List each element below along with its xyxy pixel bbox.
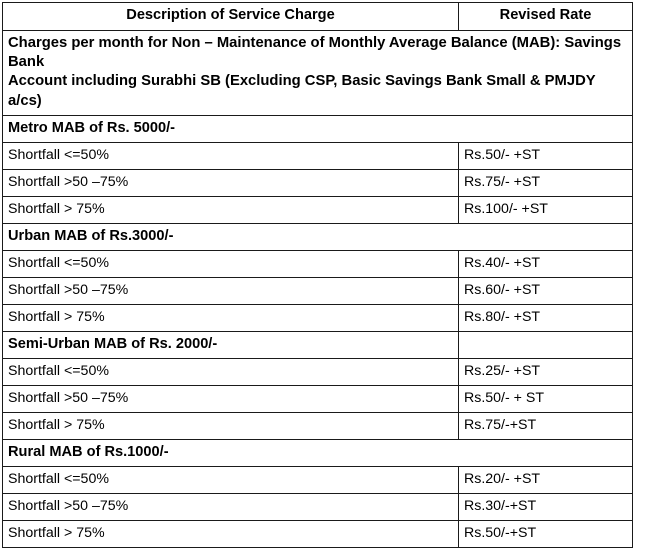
intro-note-cell [3,31,633,116]
section-header-row-rural [3,439,633,466]
table-header-row [3,3,633,31]
section-title-urban: Urban MAB of Rs.3000/- [3,223,633,250]
section-title-semi-urban: Semi-Urban MAB of Rs. 2000/- [3,331,459,358]
row-description: Shortfall >50 –75% [3,277,459,304]
section-title-rural: Rural MAB of Rs.1000/- [3,439,633,466]
table-row [3,385,633,412]
row-description: Shortfall > 75% [3,304,459,331]
row-revised-rate: Rs.100/- +ST [459,196,633,223]
service-charges-table [2,2,633,548]
section-header-row-metro [3,115,633,142]
table-row [3,250,633,277]
section-title-metro: Metro MAB of Rs. 5000/- [3,115,633,142]
table-row [3,304,633,331]
table-body [3,3,633,548]
intro-note-line-1: Charges per month for Non – Maintenance of Monthly Average Balance (MAB): Savings Bank [8,35,622,71]
intro-note-line-2: Account including Surabhi SB (Excluding CSP, Basic Savings Bank Small & PMJDY a/cs) [8,73,596,109]
table-row [3,277,633,304]
table-row [3,358,633,385]
section-header-row-semi-urban [3,331,633,358]
table-row [3,412,633,439]
row-revised-rate: Rs.80/- +ST [459,304,633,331]
row-description: Shortfall > 75% [3,412,459,439]
row-revised-rate: Rs.30/-+ST [459,493,633,520]
row-description: Shortfall <=50% [3,466,459,493]
table-row [3,142,633,169]
table-row [3,196,633,223]
row-description: Shortfall >50 –75% [3,169,459,196]
section-header-row-urban [3,223,633,250]
row-description: Shortfall <=50% [3,250,459,277]
row-revised-rate: Rs.40/- +ST [459,250,633,277]
table-row [3,520,633,547]
row-description: Shortfall <=50% [3,142,459,169]
row-description: Shortfall > 75% [3,196,459,223]
table-row [3,493,633,520]
row-revised-rate: Rs.50/- +ST [459,142,633,169]
row-revised-rate: Rs.50/-+ST [459,520,633,547]
row-revised-rate: Rs.50/- + ST [459,385,633,412]
section-title-semi-urban-rate-cell [459,331,633,358]
intro-note-row [3,31,633,116]
row-description: Shortfall <=50% [3,358,459,385]
row-revised-rate: Rs.60/- +ST [459,277,633,304]
column-header-revised-rate: Revised Rate [459,3,633,31]
row-revised-rate: Rs.25/- +ST [459,358,633,385]
table-row [3,169,633,196]
row-description: Shortfall >50 –75% [3,493,459,520]
row-revised-rate: Rs.75/- +ST [459,169,633,196]
column-header-description: Description of Service Charge [3,3,459,31]
row-revised-rate: Rs.75/-+ST [459,412,633,439]
row-description: Shortfall > 75% [3,520,459,547]
table-row [3,466,633,493]
row-description: Shortfall >50 –75% [3,385,459,412]
row-revised-rate: Rs.20/- +ST [459,466,633,493]
